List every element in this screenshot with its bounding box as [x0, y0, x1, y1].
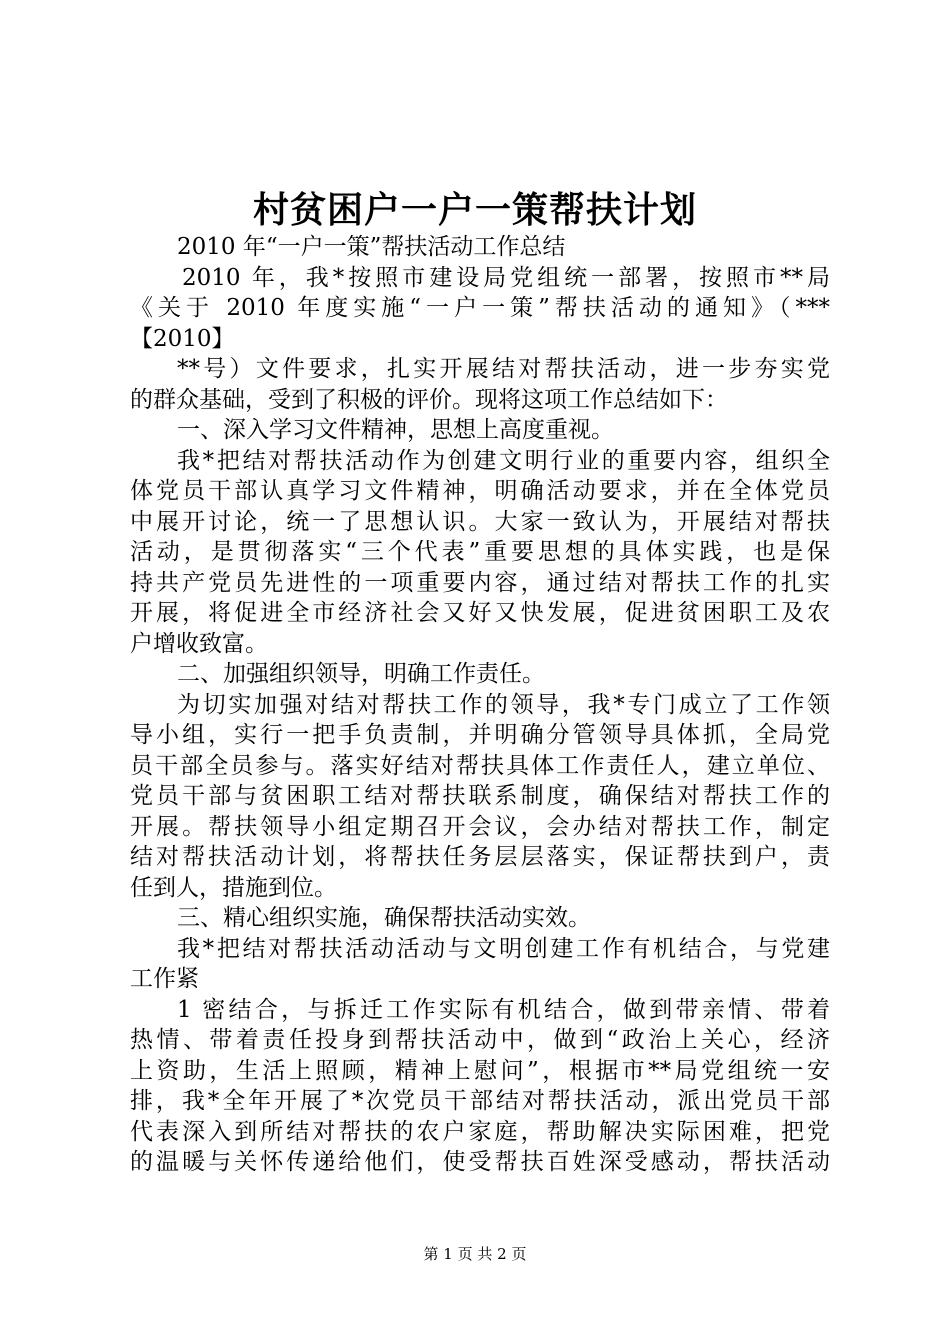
text-line: 开展，将促进全市经济社会又好又快发展，促进贫困职工及农 — [130, 600, 830, 626]
text-line: 《关于 2010 年度实施“一户一策”帮扶活动的通知》（*** — [130, 295, 830, 321]
text-line: 我*把结对帮扶活动作为创建文明行业的重要内容，组织全 — [177, 447, 830, 474]
text-line: 开展。帮扶领导小组定期召开会议，会办结对帮扶工作，制定 — [130, 813, 830, 840]
text-line: 活动，是贯彻落实“三个代表”重要思想的具体实践，也是保 — [130, 539, 830, 565]
text-line: 排，我*全年开展了*次党员干部结对帮扶活动，派出党员干部 — [130, 1088, 830, 1114]
text-line: 我*把结对帮扶活动活动与文明创建工作有机结合，与党建 — [177, 935, 830, 962]
page-footer: 第 1 页 共 2 页 — [423, 1245, 527, 1263]
text-line: 2010 年“一户一策”帮扶活动工作总结 — [177, 234, 566, 260]
text-line: 的温暖与关怀传递给他们，使受帮扶百姓深受感动，帮扶活动 — [130, 1149, 830, 1175]
text-line: 二、加强组织领导，明确工作责任。 — [177, 661, 545, 687]
text-line: 结对帮扶活动计划，将帮扶任务层层落实，保证帮扶到户，责 — [130, 844, 830, 870]
text-line: 员干部全员参与。落实好结对帮扶具体工作责任人，建立单位、 — [130, 752, 830, 779]
text-line: 【2010】 — [130, 325, 235, 352]
text-line: 为切实加强对结对帮扶工作的领导，我*专门成立了工作领 — [177, 691, 830, 718]
text-line: 工作紧 — [130, 966, 199, 992]
document-title: 村贫困户一户一策帮扶计划 — [252, 189, 697, 231]
text-line: 持共产党员先进性的一项重要内容，通过结对帮扶工作的扎实 — [130, 569, 830, 596]
text-line: 任到人，措施到位。 — [130, 874, 337, 901]
text-line: 的群众基础，受到了积极的评价。现将这项工作总结如下： — [130, 386, 728, 413]
text-line: 2010 年，我*按照市建设局党组统一部署，按照市**局 — [182, 264, 830, 291]
text-line: 三、精心组织实施，确保帮扶活动实效。 — [177, 905, 591, 931]
text-line: 体党员干部认真学习文件精神，明确活动要求，并在全体党员 — [130, 478, 830, 504]
text-line: 一、深入学习文件精神，思想上高度重视。 — [177, 417, 614, 443]
text-line: 中展开讨论，统一了思想认识。大家一致认为，开展结对帮扶 — [130, 508, 830, 535]
text-line: 上资助，生活上照顾，精神上慰问”，根据市**局党组统一安 — [130, 1057, 830, 1084]
document-body — [130, 232, 830, 1178]
text-line: 热情、带着责任投身到帮扶活动中，做到“政治上关心，经济 — [130, 1027, 830, 1053]
text-line: 户增收致富。 — [130, 630, 268, 657]
text-line: 1 密结合，与拆迁工作实际有机结合，做到带亲情、带着 — [177, 996, 830, 1023]
text-line: 党员干部与贫困职工结对帮扶联系制度，确保结对帮扶工作的 — [130, 783, 830, 809]
text-line: **号）文件要求，扎实开展结对帮扶活动，进一步夯实党 — [177, 356, 830, 382]
text-line: 代表深入到所结对帮扶的农户家庭，帮助解决实际困难，把党 — [130, 1118, 830, 1145]
text-line: 导小组，实行一把手负责制，并明确分管领导具体抓，全局党 — [130, 722, 830, 748]
